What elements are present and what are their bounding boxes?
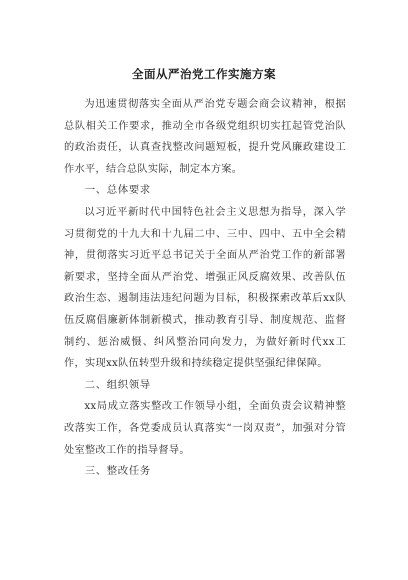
document-body: [64, 94, 346, 483]
intro-paragraph: 为迅速贯彻落实全面从严治党专题会商会议精神，根据总队相关工作要求，推动全市各级党组织切实扛起管党治队的政治责任，认真查找整改问题短板，提升党风廉政建设工作水平，结合总队实际，制定本方案。: [64, 99, 346, 175]
section-paragraph-2: xx局成立落实整改工作领导小组，全面负责会议精神整改落实工作，各党委成员认真落实“一岗双责”，加强对分管处室整改工作的指导督导。: [64, 401, 346, 456]
section-heading-3: 三、整改任务: [84, 465, 151, 478]
section-heading-2: 二、组织领导: [84, 378, 151, 391]
document-title: 全面从严治党工作实施方案: [132, 67, 276, 81]
section-paragraph-1: 以习近平新时代中国特色社会主义思想为指导，深入学习贯彻党的十九大和十九届二中、三中、四中、五中全会精神，贯彻落实习近平总书记关于全面从严治党工作的新部署新要求，坚持全面从严治党、增强正风反腐效果、改善队伍政治生态、遏制违法违纪问题为目标，积极探索改革后xx队伍反腐倡廉新体制新模式，推动教育引导、制度规范、监督制约、惩治威慑、纠风整治同向发力，为做好新时代xx工作，实现xx队伍转型升级和持续稳定提供坚强纪律保障。: [64, 206, 346, 370]
section-heading-1: 一、总体要求: [84, 184, 151, 197]
